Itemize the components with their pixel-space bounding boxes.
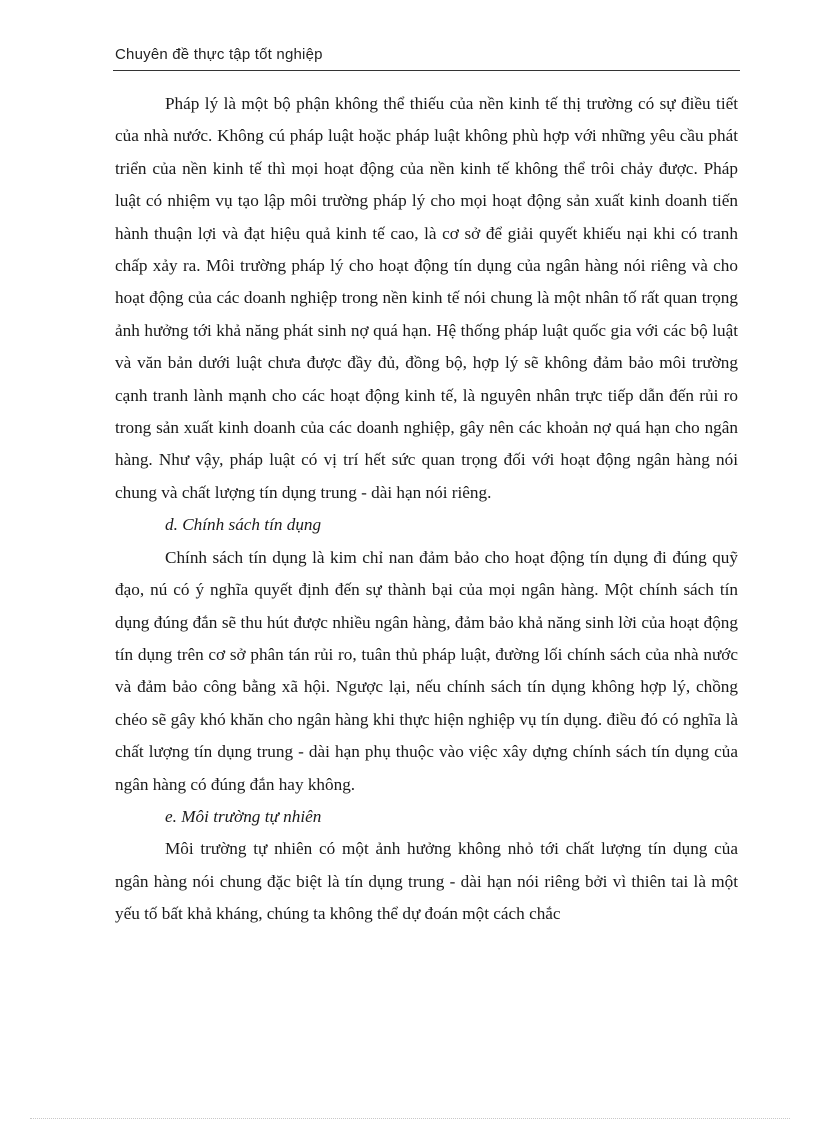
page-header-title: Chuyên đề thực tập tốt nghiệp [115,46,323,63]
page-header [113,44,740,71]
document-body [115,88,738,931]
paragraph-legal-environment: Pháp lý là một bộ phận không thể thiếu của nền kinh tế thị trường có sự điều tiết của nhà nước. Không cú pháp luật hoặc pháp luật không phù hợp với những yêu cầu phát triển của nền kinh tế thì mọi hoạt động của nền kinh tế không thể trôi chảy được. Pháp luật có nhiệm vụ tạo lập môi trường pháp lý cho mọi hoạt động sản xuất kinh doanh tiến hành thuận lợi và đạt hiệu quả kinh tế cao, là cơ sở để giải quyết khiếu nại khi có tranh chấp xảy ra. Môi trường pháp lý cho hoạt động tín dụng của ngân hàng nói riêng và cho hoạt động của các doanh nghiệp trong nền kinh tế nói chung là một nhân tố rất quan trọng ảnh hưởng tới khả năng phát sinh nợ quá hạn. Hệ thống pháp luật quốc gia với các bộ luật và văn bản dưới luật chưa được đầy đủ, đồng bộ, hợp lý sẽ không đảm bảo môi trường cạnh tranh lành mạnh cho các hoạt động kinh tế, là nguyên nhân trực tiếp dẫn đến rủi ro trong sản xuất kinh doanh của các doanh nghiệp, gây nên các khoản nợ quá hạn cho ngân hàng. Như vậy, pháp luật có vị trí hết sức quan trọng đối với hoạt động ngân hàng nói chung và chất lượng tín dụng trung - dài hạn nói riêng. [115,94,738,502]
paragraph-credit-policy: Chính sách tín dụng là kim chỉ nan đảm bảo cho hoạt động tín dụng đi đúng quỹ đạo, nú có ý nghĩa quyết định đến sự thành bại của mọi ngân hàng. Một chính sách tín dụng đúng đắn sẽ thu hút được nhiều ngân hàng, đảm bảo khả năng sinh lời của hoạt động tín dụng trên cơ sở phân tán rủi ro, tuân thủ pháp luật, đường lối chính sách của nhà nước và đảm bảo công bằng xã hội. Ngược lại, nếu chính sách tín dụng không hợp lý, chồng chéo sẽ gây khó khăn cho ngân hàng khi thực hiện nghiệp vụ tín dụng. điều đó có nghĩa là chất lượng tín dụng trung - dài hạn phụ thuộc vào việc xây dựng chính sách tín dụng của ngân hàng có đúng đắn hay không. [115,547,738,794]
section-heading-natural-environment: e. Môi trường tự nhiên [165,806,322,826]
paragraph-natural-environment: Môi trường tự nhiên có một ảnh hưởng không nhỏ tới chất lượng tín dụng của ngân hàng nói chung đặc biệt là tín dụng trung - dài hạn nói riêng bởi vì thiên tai là một yếu tố bất khả kháng, chúng ta không thể dự đoán một cách chắc [115,839,738,924]
section-heading-credit-policy: d. Chính sách tín dụng [165,515,322,535]
page-bottom-divider [30,1118,790,1119]
